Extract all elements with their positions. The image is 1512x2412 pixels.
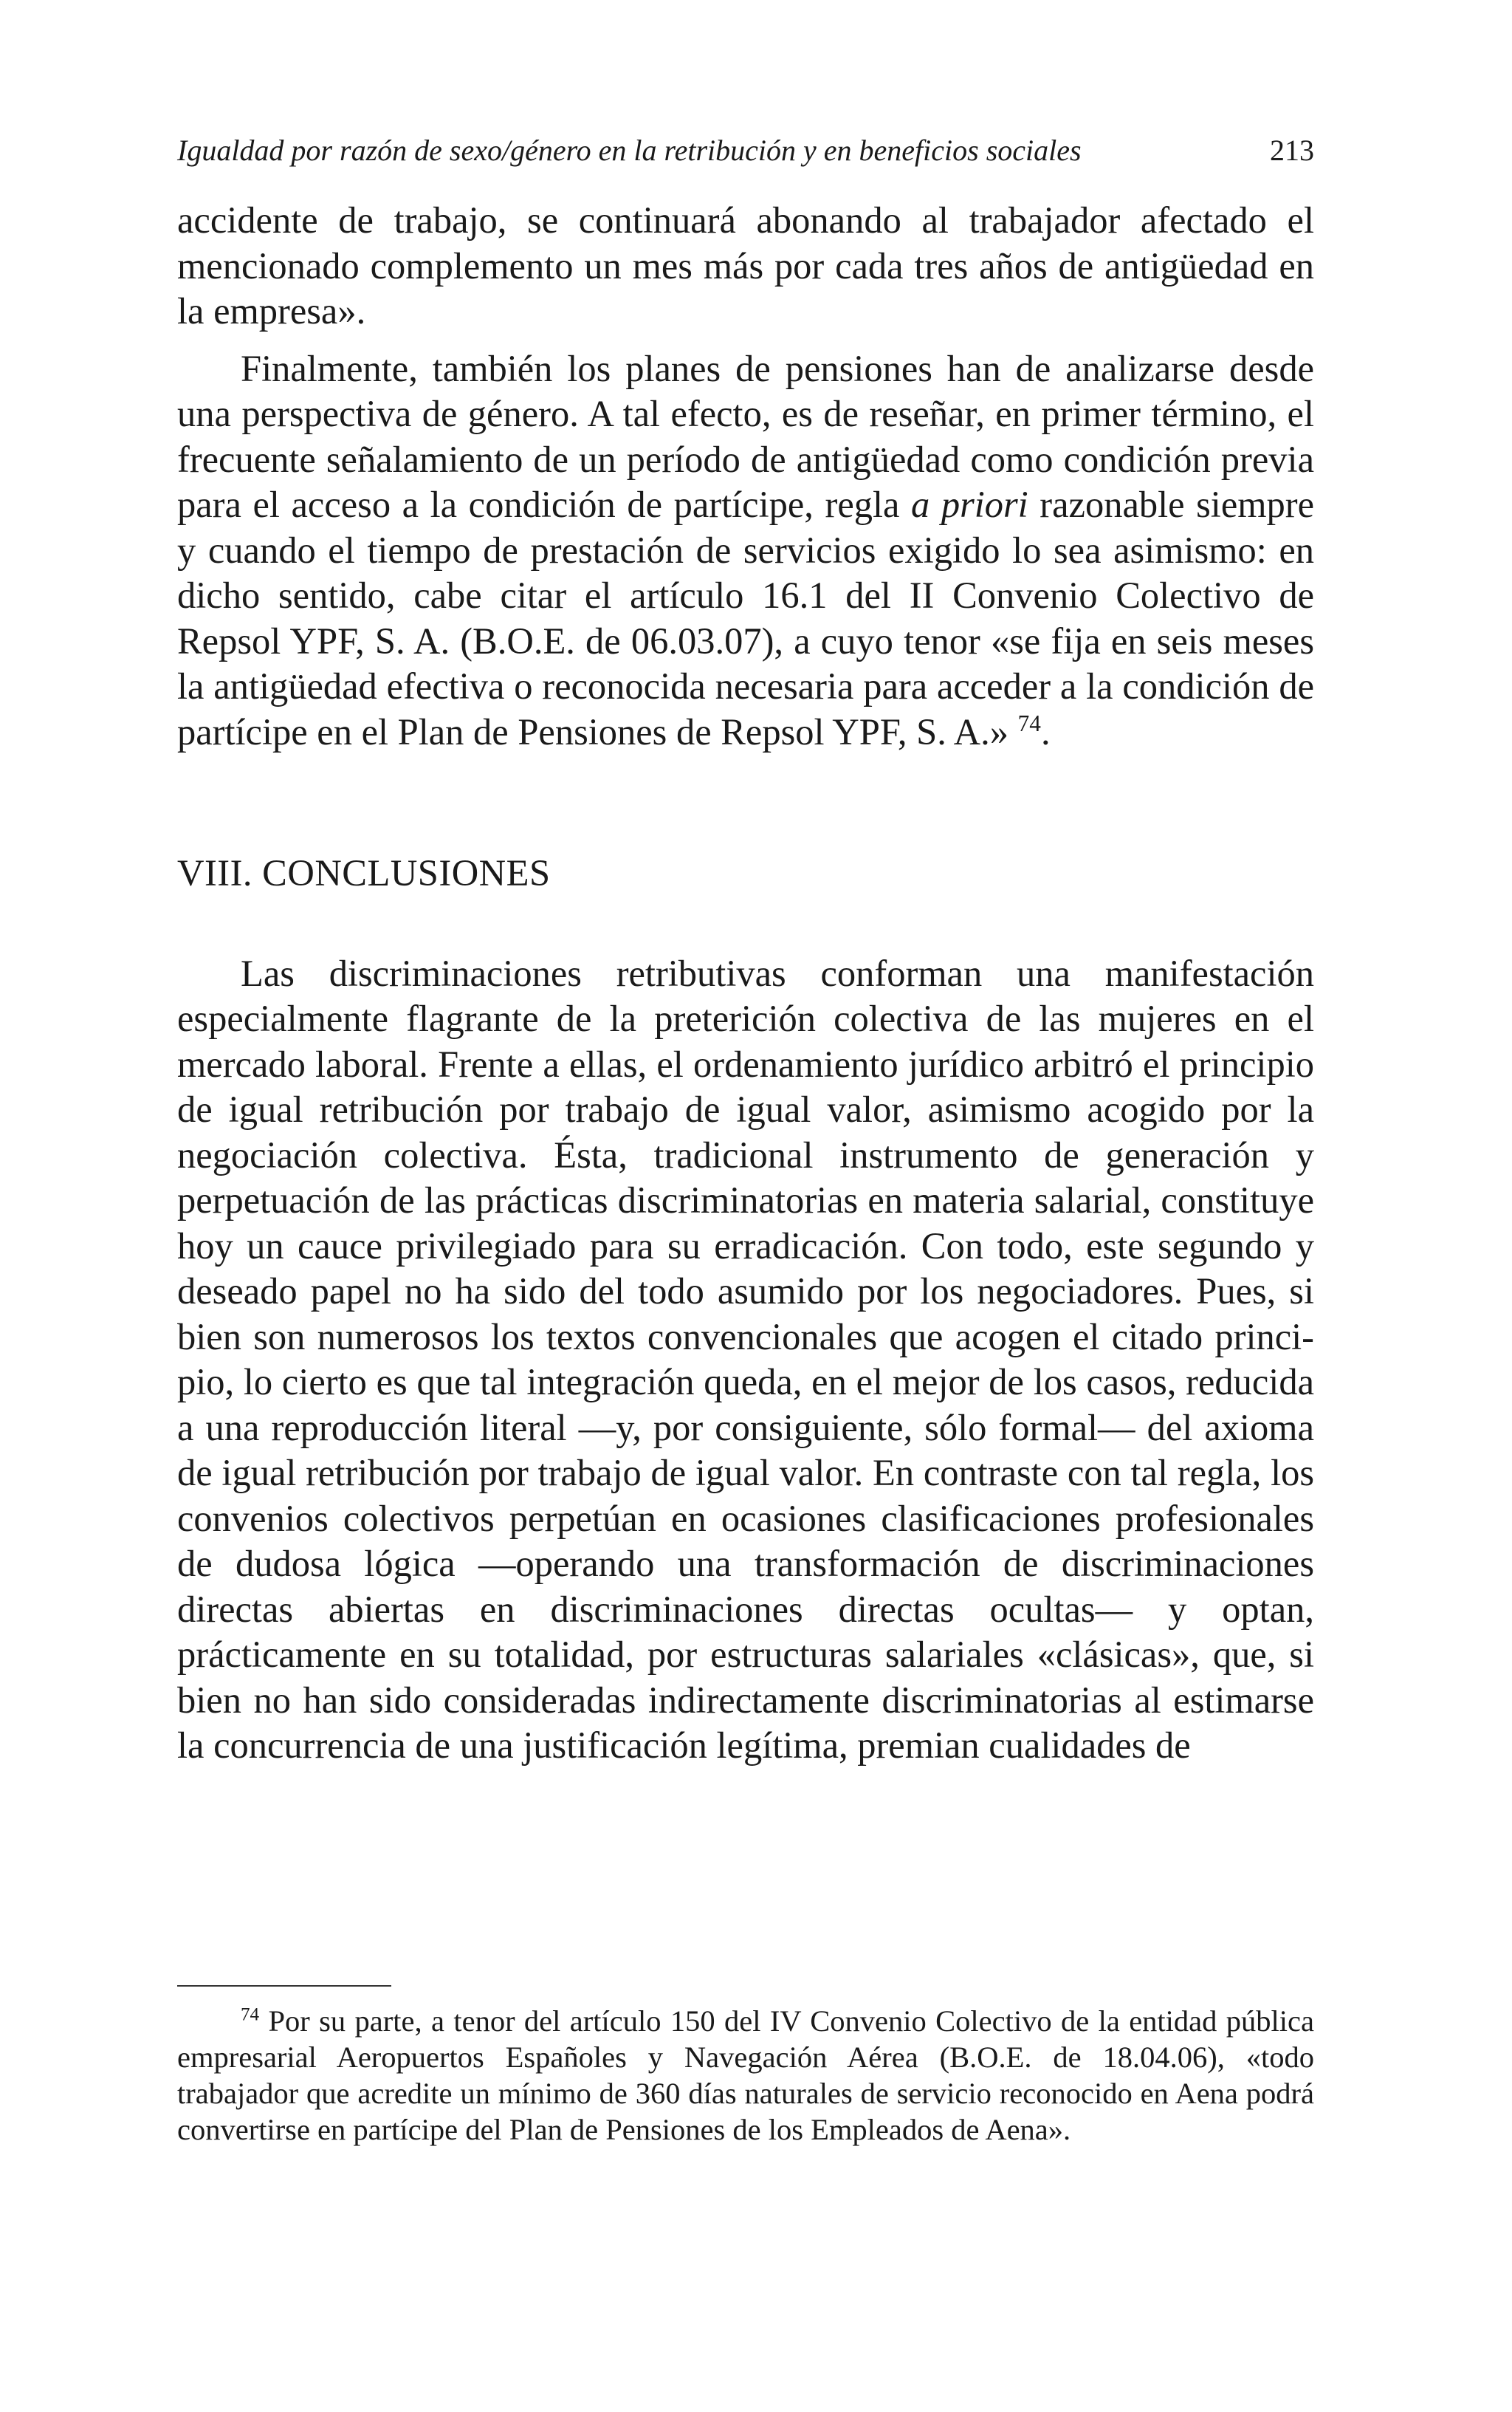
italic-term: a priori <box>911 484 1028 525</box>
footnote-74 <box>177 2003 1314 2148</box>
paragraph-text: Finalmente, también los planes de pensiones han de analizarse desde una perspectiva de género. A tal efecto, es de reseñar, en primer término, el frecuente señalamiento de un período de antigüedad como condición previa para el acceso a la condición de partícipe, regla <box>177 347 1314 525</box>
footnote-number: 74 <box>241 2004 260 2025</box>
section-body <box>177 951 1314 1769</box>
paragraph-text: razonable siempre y cuando el tiempo de prestación de servicios exigido lo sea asimismo: en dicho sentido, cabe citar el artículo 16.1 del II Convenio Colectivo de Repsol YPF, S. A. (B.O.E. de 06.03.07), a cuyo tenor «se fija en seis meses la antigüedad efectiva o reconocida necesaria para acceder a la condición de partícipe en el Plan de Pensiones de Repsol YPF, S. A.» <box>177 484 1314 753</box>
footnote-text: Por su parte, a tenor del artículo 150 del IV Convenio Colectivo de la entidad pública empresarial Aeropuertos Españoles y Navegación Aérea (B.O.E. de 18.04.06), «todo trabajador que acredite un mínimo de 360 días naturales de servicio reconocido en Aena podrá convertirse en partícipe del Plan de Pensiones de los Empleados de Aena». <box>177 2004 1314 2146</box>
main-text <box>177 198 1314 1769</box>
page-number: 213 <box>1270 134 1314 167</box>
book-page <box>177 133 1314 1769</box>
paragraph-continued: accidente de trabajo, se continuará abonando al trabajador afectado el mencionado complemento un mes más por cada tres años de antigüedad en la empresa». <box>177 199 1314 332</box>
footnote-separator <box>177 1985 391 1987</box>
paragraph-conclusions: Las discriminaciones retributivas conforman una manifestación especialmente flagrante de la preterición colectiva de las mujeres en el mercado laboral. Frente a ellas, el ordenamiento jurídico arbitró el principio de igual retribución por trabajo de igual valor, asimismo acogido por la negociación colectiva. Ésta, tradicional instrumento de generación y perpetuación de las prácticas discriminatorias en materia salarial, constituye hoy un cauce privilegiado para su erradicación. Con todo, este segundo y deseado papel no ha sido del todo asumido por los negociadores. Pues, si bien son numerosos los textos convencionales que acogen el citado principio, lo cierto es que tal integración queda, en el mejor de los casos, reducida a una reproducción literal —y, por consiguiente, sólo formal— del axioma de igual retribución por trabajo de igual valor. En contraste con tal regla, los convenios colectivos perpetúan en ocasiones clasificaciones profesionales de dudosa lógica —operando una transformación de discriminaciones directas abiertas en discriminaciones directas ocultas— y optan, prácticamente en su totalidad, por estructuras salariales «clásicas», que, si bien no han sido consideradas indirectamente discriminatorias al estimarse la concurrencia de una justificación legítima, premian cualidades de <box>177 952 1314 1766</box>
footnotes <box>177 2003 1314 2148</box>
footnote-reference[interactable]: 74 <box>1017 710 1041 736</box>
running-head <box>177 133 1314 177</box>
section-heading: VIII. CONCLUSIONES <box>177 852 551 894</box>
paragraph-end: . <box>1040 710 1051 753</box>
paragraph-pension-plans <box>177 346 1314 756</box>
running-head-title: Igualdad por razón de sexo/género en la retribución y en beneficios sociales <box>177 134 1082 167</box>
